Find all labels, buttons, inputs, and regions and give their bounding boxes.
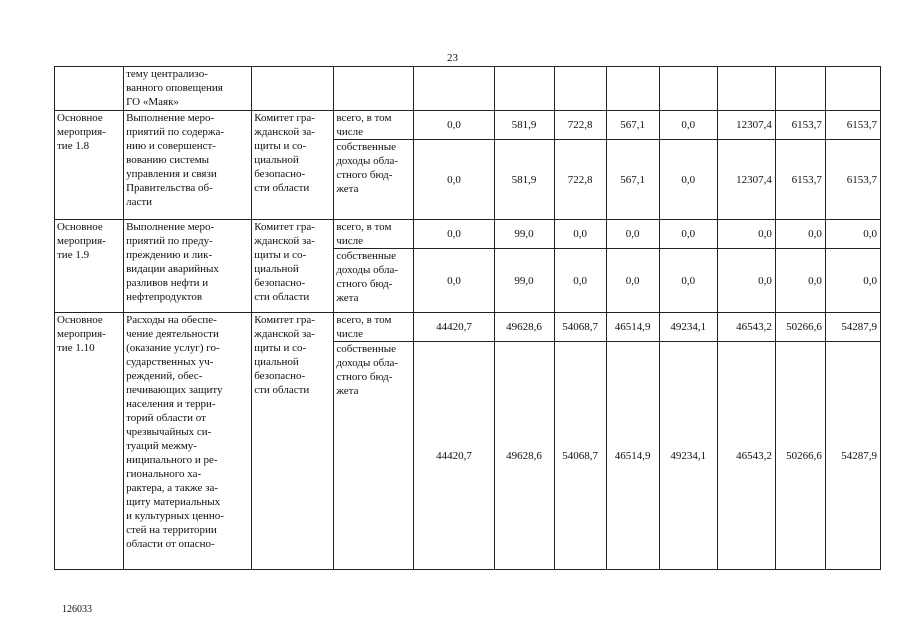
funding-source-cell [334, 249, 414, 313]
cell-line: Выполнение меро- [126, 221, 215, 233]
cell-line: Комитет гра- [254, 221, 315, 233]
table-row [55, 220, 881, 249]
cell-line: ниципального и ре- [126, 454, 218, 466]
value-cell: 44420,7 [414, 313, 494, 342]
cell-line: щиты и со- [254, 140, 307, 152]
cell-line: собственные [336, 141, 397, 153]
cell-line: туаций межму- [126, 440, 197, 452]
value-cell: 0,0 [717, 220, 775, 249]
cell-line: всего, в том [336, 112, 392, 124]
value-cell: 0,0 [825, 220, 880, 249]
value-cell: 6153,7 [825, 140, 880, 220]
cell-line: щиту материальных [126, 496, 221, 508]
executor-cell [252, 220, 334, 313]
measure-description-cell [124, 220, 252, 313]
budget-table [54, 66, 881, 570]
cell-line: жета [336, 183, 359, 195]
cell-line: торий области от [126, 412, 206, 424]
cell-line: (оказание услуг) го- [126, 342, 220, 354]
value-cell: 722,8 [554, 140, 606, 220]
cell-line: стей на территории [126, 524, 217, 536]
cell-line: нефтепродуктов [126, 291, 203, 303]
cell-line: Основное [57, 314, 103, 326]
cell-line: и культурных ценно- [126, 510, 224, 522]
measure-name-cell [55, 67, 124, 111]
cell-line: циальной [254, 263, 299, 275]
value-cell: 99,0 [494, 249, 554, 313]
cell-line: всего, в том [336, 314, 392, 326]
cell-line: собственные [336, 343, 397, 355]
cell-line: числе [336, 235, 363, 247]
value-cell: 12307,4 [717, 111, 775, 140]
cell-line: гионального ха- [126, 468, 202, 480]
cell-line: тие 1.8 [57, 140, 90, 152]
value-cell [606, 67, 659, 111]
value-cell: 99,0 [494, 220, 554, 249]
cell-line: безопасно- [254, 370, 306, 382]
funding-source-cell [334, 111, 414, 140]
executor-cell [252, 67, 334, 111]
cell-line: области от опасно- [126, 538, 215, 550]
cell-line: стного бюд- [336, 371, 393, 383]
value-cell: 567,1 [606, 111, 659, 140]
cell-line: Расходы на обеспе- [126, 314, 217, 326]
value-cell: 0,0 [659, 249, 717, 313]
cell-line: тие 1.9 [57, 249, 90, 261]
cell-line: преждению и лик- [126, 249, 213, 261]
cell-line: жета [336, 385, 359, 397]
cell-line: Комитет гра- [254, 314, 315, 326]
value-cell: 50266,6 [775, 313, 825, 342]
value-cell: 50266,6 [775, 342, 825, 570]
value-cell [414, 67, 494, 111]
cell-line: стного бюд- [336, 169, 393, 181]
cell-line: циальной [254, 154, 299, 166]
value-cell: 0,0 [825, 249, 880, 313]
cell-line: нию и совершенст- [126, 140, 216, 152]
value-cell: 0,0 [659, 220, 717, 249]
cell-line: сти области [254, 384, 310, 396]
value-cell: 0,0 [606, 220, 659, 249]
value-cell: 12307,4 [717, 140, 775, 220]
cell-line: Основное [57, 112, 103, 124]
value-cell: 46543,2 [717, 313, 775, 342]
value-cell: 49234,1 [659, 342, 717, 570]
cell-line: сударственных уч- [126, 356, 214, 368]
cell-line: жданской за- [254, 328, 315, 340]
cell-line: мероприя- [57, 328, 106, 340]
value-cell: 49628,6 [494, 342, 554, 570]
value-cell: 54287,9 [825, 313, 880, 342]
value-cell: 46543,2 [717, 342, 775, 570]
executor-cell [252, 313, 334, 570]
cell-line: жданской за- [254, 126, 315, 138]
cell-line: чрезвычайных си- [126, 426, 212, 438]
cell-line: Правительства об- [126, 182, 213, 194]
value-cell: 0,0 [554, 249, 606, 313]
cell-line: разливов нефти и [126, 277, 209, 289]
cell-line: печивающих защиту [126, 384, 223, 396]
table-row [55, 313, 881, 342]
value-cell: 0,0 [554, 220, 606, 249]
value-cell: 581,9 [494, 111, 554, 140]
cell-line: жданской за- [254, 235, 315, 247]
cell-line: Выполнение меро- [126, 112, 215, 124]
cell-line: чение деятельности [126, 328, 219, 340]
cell-line: щиты и со- [254, 249, 307, 261]
funding-source-cell [334, 342, 414, 570]
value-cell: 0,0 [775, 249, 825, 313]
cell-line: приятий по содержа- [126, 126, 225, 138]
value-cell [554, 67, 606, 111]
cell-line: населения и терри- [126, 398, 216, 410]
table-row [55, 67, 881, 111]
value-cell: 581,9 [494, 140, 554, 220]
funding-source-cell [334, 313, 414, 342]
measure-name-cell [55, 111, 124, 220]
measure-name-cell [55, 313, 124, 570]
value-cell: 0,0 [717, 249, 775, 313]
cell-line: безопасно- [254, 277, 306, 289]
value-cell [717, 67, 775, 111]
cell-line: ласти [126, 196, 153, 208]
cell-line: тему централизо- [126, 68, 208, 80]
value-cell: 6153,7 [775, 140, 825, 220]
cell-line: циальной [254, 356, 299, 368]
cell-line: доходы обла- [336, 264, 398, 276]
value-cell: 722,8 [554, 111, 606, 140]
cell-line: вованию системы [126, 154, 210, 166]
measure-description-cell [124, 313, 252, 570]
cell-line: управления и связи [126, 168, 217, 180]
cell-line: числе [336, 126, 363, 138]
value-cell: 0,0 [606, 249, 659, 313]
value-cell: 0,0 [414, 220, 494, 249]
cell-line: реждений, обес- [126, 370, 203, 382]
value-cell: 46514,9 [606, 342, 659, 570]
value-cell: 0,0 [414, 111, 494, 140]
value-cell: 0,0 [775, 220, 825, 249]
value-cell: 49628,6 [494, 313, 554, 342]
value-cell: 0,0 [659, 111, 717, 140]
cell-line: числе [336, 328, 363, 340]
cell-line: рактера, а также за- [126, 482, 219, 494]
cell-line: Комитет гра- [254, 112, 315, 124]
value-cell: 46514,9 [606, 313, 659, 342]
cell-line: мероприя- [57, 235, 106, 247]
cell-line: доходы обла- [336, 357, 398, 369]
funding-source-cell [334, 220, 414, 249]
cell-line: мероприя- [57, 126, 106, 138]
measure-description-cell [124, 111, 252, 220]
funding-source-cell [334, 140, 414, 220]
value-cell: 0,0 [414, 140, 494, 220]
cell-line: сти области [254, 182, 310, 194]
cell-line: доходы обла- [336, 155, 398, 167]
cell-line: собственные [336, 250, 397, 262]
cell-line: безопасно- [254, 168, 306, 180]
value-cell [659, 67, 717, 111]
value-cell: 0,0 [659, 140, 717, 220]
cell-line: щиты и со- [254, 342, 307, 354]
executor-cell [252, 111, 334, 220]
table-row [55, 111, 881, 140]
value-cell [775, 67, 825, 111]
funding-source-cell [334, 67, 414, 111]
cell-line: жета [336, 292, 359, 304]
measure-description-cell [124, 67, 252, 111]
value-cell: 54068,7 [554, 342, 606, 570]
cell-line: всего, в том [336, 221, 392, 233]
value-cell: 6153,7 [825, 111, 880, 140]
value-cell: 54287,9 [825, 342, 880, 570]
measure-name-cell [55, 220, 124, 313]
value-cell: 0,0 [414, 249, 494, 313]
value-cell: 6153,7 [775, 111, 825, 140]
value-cell: 567,1 [606, 140, 659, 220]
cell-line: стного бюд- [336, 278, 393, 290]
cell-line: видации аварийных [126, 263, 219, 275]
document-code: 126033 [62, 604, 92, 615]
value-cell: 49234,1 [659, 313, 717, 342]
value-cell [494, 67, 554, 111]
value-cell: 54068,7 [554, 313, 606, 342]
page-number: 23 [447, 52, 458, 64]
cell-line: ванного оповещения [126, 82, 223, 94]
cell-line: приятий по преду- [126, 235, 213, 247]
cell-line: ГО «Маяк» [126, 96, 179, 108]
value-cell: 44420,7 [414, 342, 494, 570]
cell-line: сти области [254, 291, 310, 303]
cell-line: тие 1.10 [57, 342, 95, 354]
cell-line: Основное [57, 221, 103, 233]
value-cell [825, 67, 880, 111]
